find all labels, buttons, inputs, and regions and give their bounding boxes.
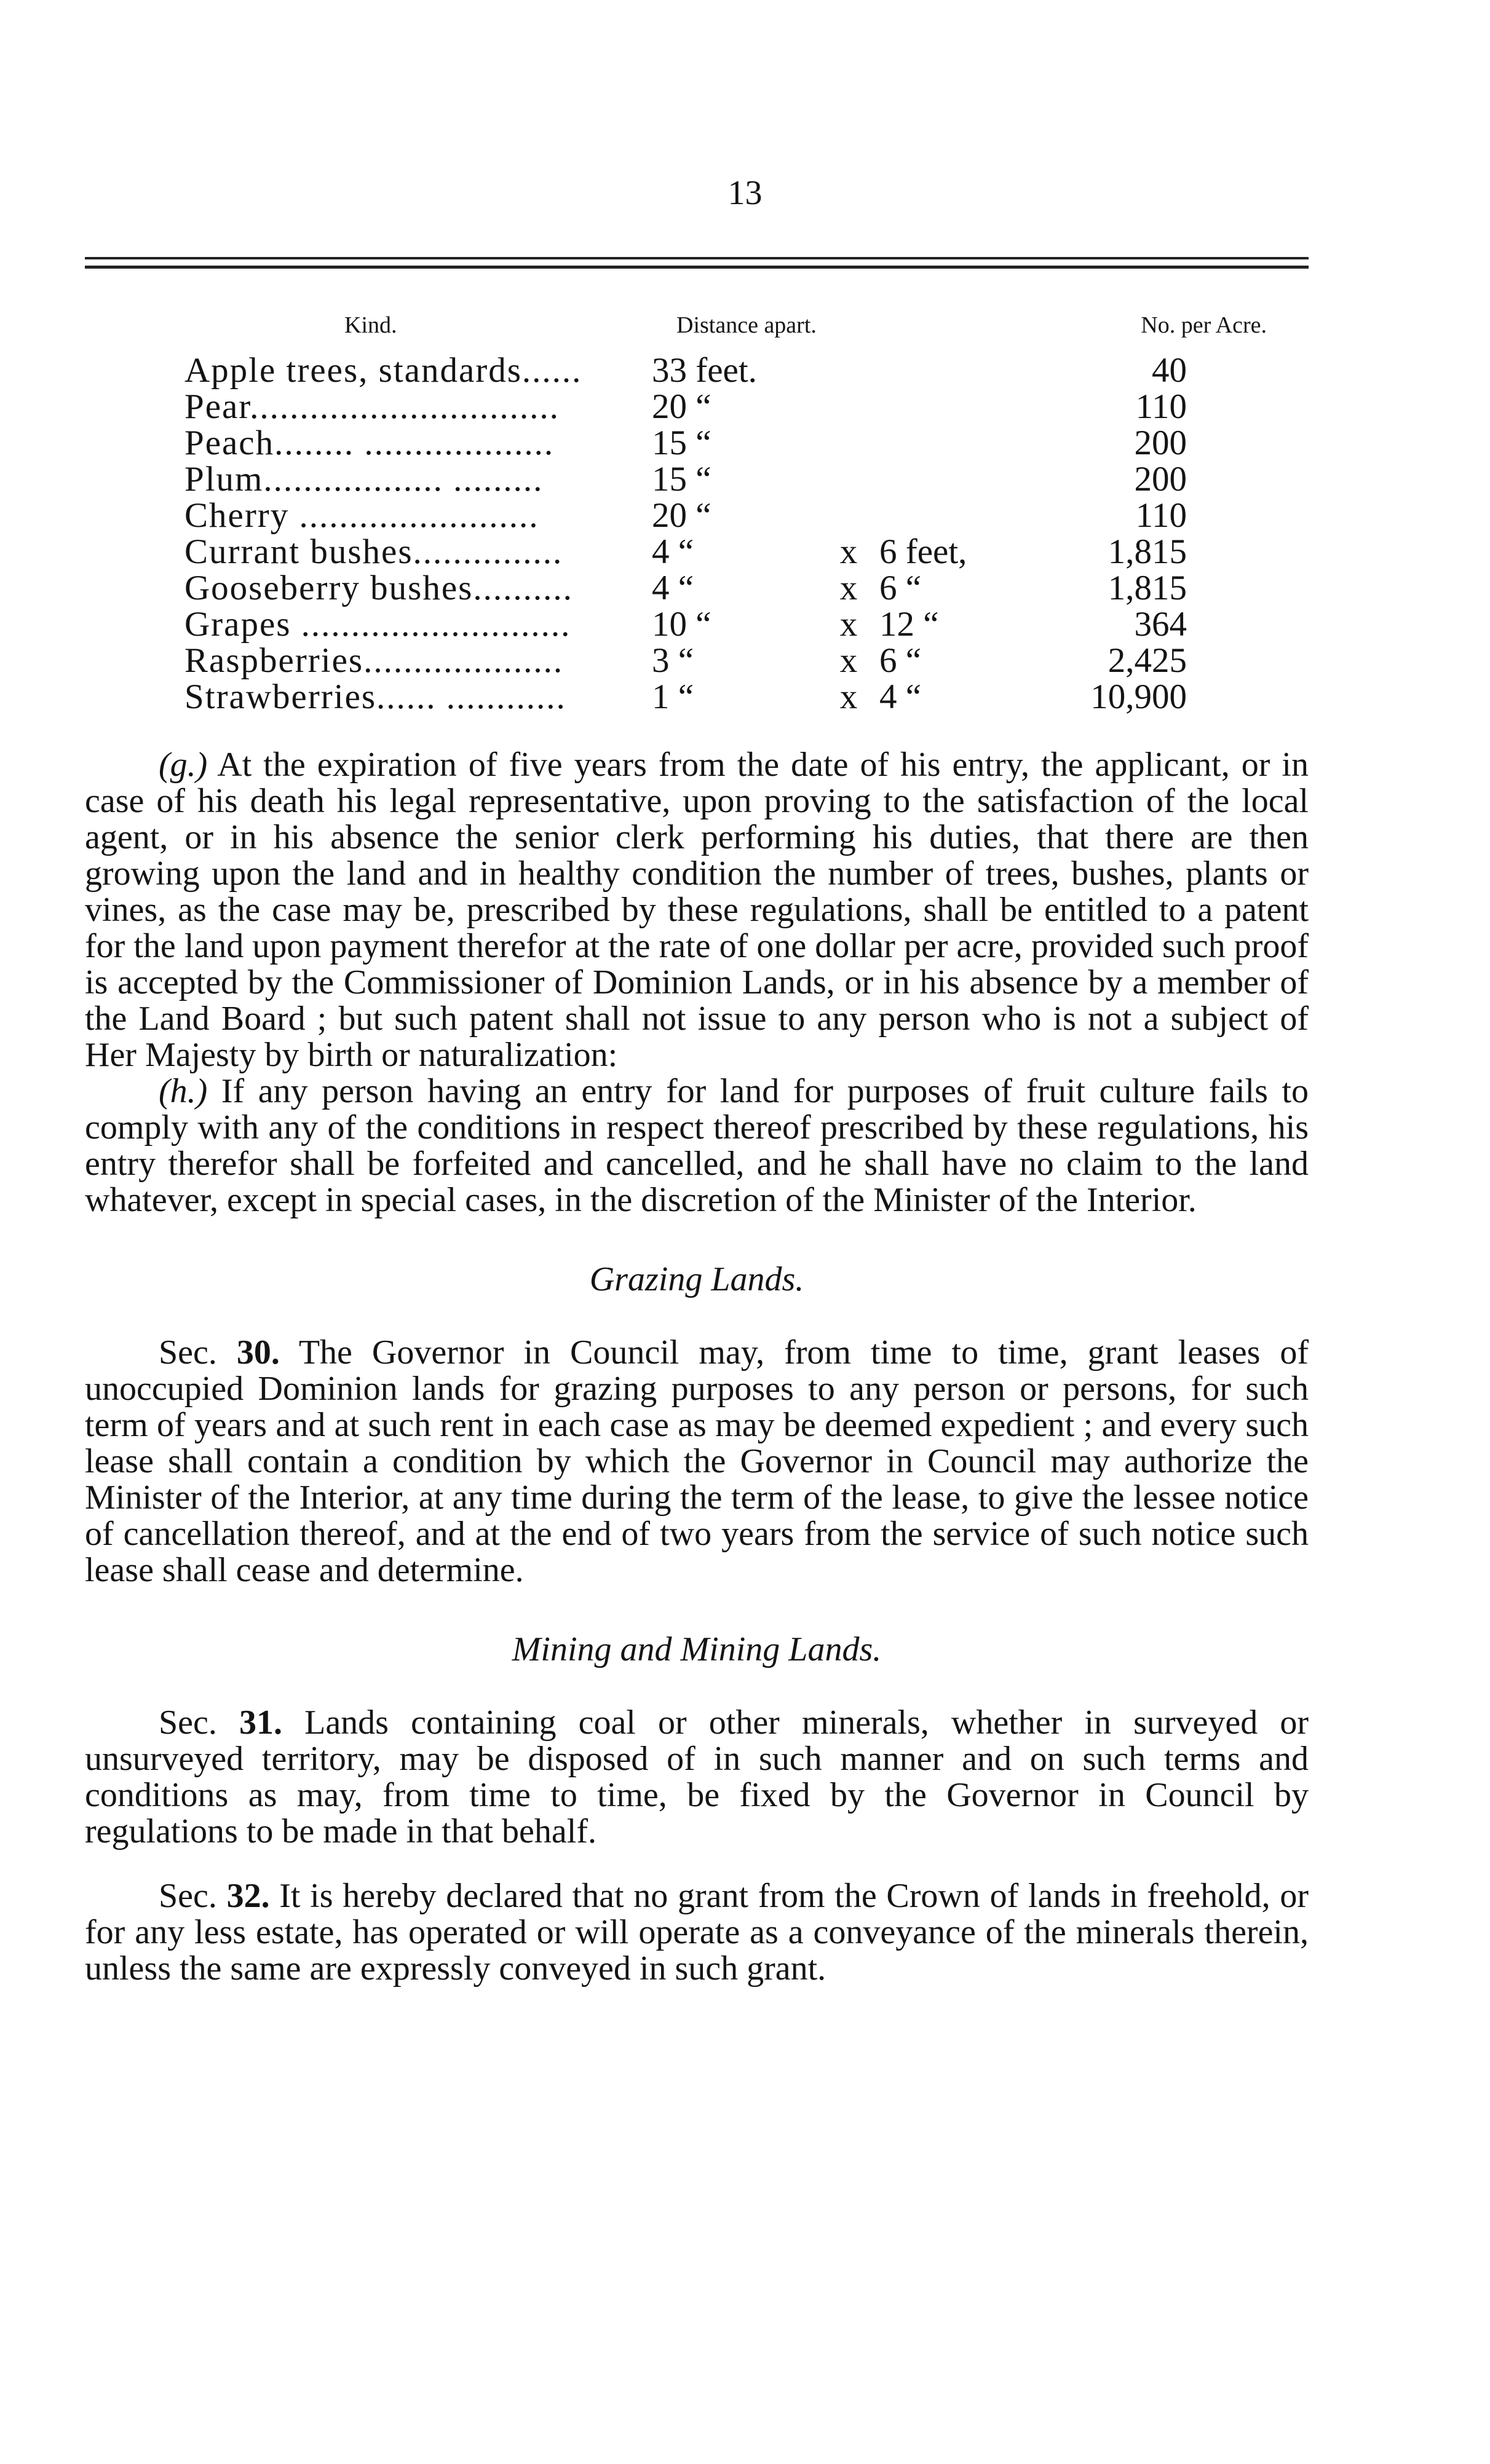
row-per-acre: 364 (1134, 605, 1187, 644)
section-text: The Governor in Council may, from time to time, grant leases of unoccupied Dominion lands for grazing purposes to any person or persons, for such term of years and at such rent in each case as may be deemed expedient ; and every such lease shall contain a condition by which the Governor in Council may authorize the Minister of the Interior, at any time during the term of the lease, to give the lessee notice of cancellation thereof, and at the end of two years from the service of such notice such lease shall cease and determine. (85, 1333, 1309, 1589)
row-per-acre: 200 (1134, 424, 1187, 462)
row-per-acre: 110 (1135, 496, 1187, 535)
row-times (818, 352, 879, 389)
row-times: x (839, 569, 858, 607)
section-number: 31. (239, 1704, 282, 1742)
row-dimension: 6 “ (879, 641, 922, 680)
row-kind: Pear............................... (184, 387, 560, 426)
table-row (184, 352, 1267, 389)
section-prefix: Sec. (159, 1333, 237, 1372)
row-dimension: 6 “ (879, 569, 922, 607)
section-number: 30. (236, 1333, 280, 1372)
row-distance: 20 “ (652, 387, 711, 426)
row-distance: 15 “ (652, 460, 711, 499)
row-dimension: 4 “ (879, 677, 922, 716)
table-row (184, 679, 1267, 715)
table-header-row (184, 307, 1267, 352)
row-per-acre: 2,425 (1108, 641, 1187, 680)
paragraph-text: At the expiration of five years from the date of his entry, the applicant, or in case of his death his legal representative, upon proving to the satisfaction of the local agent, or in his absence the senior clerk performing his duties, that there are then growing upon the land and in healthy condition the number of trees, bushes, plants or vines, as the case may be, prescribed by these regulations, shall be entitled to a patent for the land upon payment therefor at the rate of one dollar per acre, provided such proof is accepted by the Commissioner of Dominion Lands, or in his absence by a member of the Land Board ; but such patent shall not issue to any person who is not a subject of Her Majesty by birth or naturalization: (85, 746, 1309, 1074)
row-times (818, 389, 879, 425)
paragraph-h (85, 1073, 1309, 1218)
section-30 (85, 1335, 1309, 1589)
row-times: x (839, 605, 858, 644)
row-dimension: 12 “ (879, 605, 939, 644)
row-times: x (839, 532, 858, 571)
row-kind: Cherry ........................ (184, 496, 539, 535)
row-per-acre: 40 (1152, 351, 1187, 390)
table-row (184, 497, 1267, 534)
row-distance: 33 feet. (652, 351, 757, 390)
paragraph-letter: (g.) (159, 746, 208, 784)
row-per-acre: 10,900 (1090, 677, 1187, 716)
row-distance: 3 “ (652, 641, 694, 680)
row-dimension (879, 352, 1015, 389)
paragraph-g (85, 747, 1309, 1073)
table-row (184, 425, 1267, 461)
row-times: x (839, 641, 858, 680)
header-rule-thin (85, 257, 1309, 259)
row-kind: Strawberries...... ............ (184, 677, 566, 716)
paragraph-letter: (h.) (159, 1072, 208, 1110)
table-row (184, 534, 1267, 570)
row-dimension (879, 389, 1015, 425)
row-dimension (879, 425, 1015, 461)
heading-grazing-lands: Grazing Lands. (589, 1260, 804, 1298)
section-prefix: Sec. (159, 1704, 239, 1742)
section-32 (85, 1878, 1309, 1987)
row-kind: Apple trees, standards...... (184, 351, 582, 390)
row-distance: 1 “ (652, 677, 694, 716)
row-distance: 4 “ (652, 569, 694, 607)
row-dimension: 6 feet, (879, 532, 967, 571)
table-row (184, 606, 1267, 642)
row-times (818, 461, 879, 497)
header-distance: Distance apart. (676, 312, 817, 338)
paragraph-text: If any person having an entry for land for purposes of fruit culture fails to comply with any of the conditions in respect thereof prescribed by these regulations, his entry therefor shall be forfeited and cancelled, and he shall have no claim to the land whatever, except in special cases, in the discretion of the Minister of the Interior. (85, 1072, 1309, 1219)
section-text: It is hereby declared that no grant from the Crown of lands in freehold, or for any less estate, has operated or will operate as a conveyance of the minerals therein, unless the same are expressly conveyed in such grant. (85, 1877, 1309, 1988)
row-per-acre: 1,815 (1108, 569, 1187, 607)
header-rule-thick (85, 266, 1309, 269)
row-kind: Gooseberry bushes.......... (184, 569, 573, 607)
table-row (184, 642, 1267, 679)
table-row (184, 570, 1267, 606)
row-per-acre: 1,815 (1108, 532, 1187, 571)
body-text (85, 747, 1309, 1987)
row-times: x (839, 677, 858, 716)
heading-mining-lands: Mining and Mining Lands. (512, 1630, 882, 1668)
header-kind: Kind. (344, 312, 397, 338)
row-times (818, 497, 879, 534)
section-number: 32. (226, 1877, 270, 1915)
table-row (184, 461, 1267, 497)
section-prefix: Sec. (159, 1877, 227, 1915)
row-dimension (879, 461, 1015, 497)
page-number: 13 (727, 174, 763, 212)
section-text: Lands containing coal or other minerals, whether in surveyed or unsurveyed territory, may be disposed of in such manner and on such terms and conditions as may, from time to time, be fixed by the Governor in Council by regulations to be made in that behalf. (85, 1704, 1309, 1850)
row-distance: 15 “ (652, 424, 711, 462)
row-dimension (879, 497, 1015, 534)
row-per-acre: 110 (1135, 387, 1187, 426)
row-kind: Plum.................. ......... (184, 460, 544, 499)
table-row (184, 389, 1267, 425)
row-distance: 4 “ (652, 532, 694, 571)
row-kind: Peach........ ................... (184, 424, 555, 462)
row-kind: Grapes ........................... (184, 605, 571, 644)
header-per-acre: No. per Acre. (1141, 312, 1267, 338)
fruit-spacing-table (184, 307, 1267, 715)
row-distance: 10 “ (652, 605, 711, 644)
row-per-acre: 200 (1134, 460, 1187, 499)
section-31 (85, 1705, 1309, 1850)
row-kind: Raspberries.................... (184, 641, 564, 680)
row-distance: 20 “ (652, 496, 711, 535)
row-times (818, 425, 879, 461)
row-kind: Currant bushes............... (184, 532, 563, 571)
